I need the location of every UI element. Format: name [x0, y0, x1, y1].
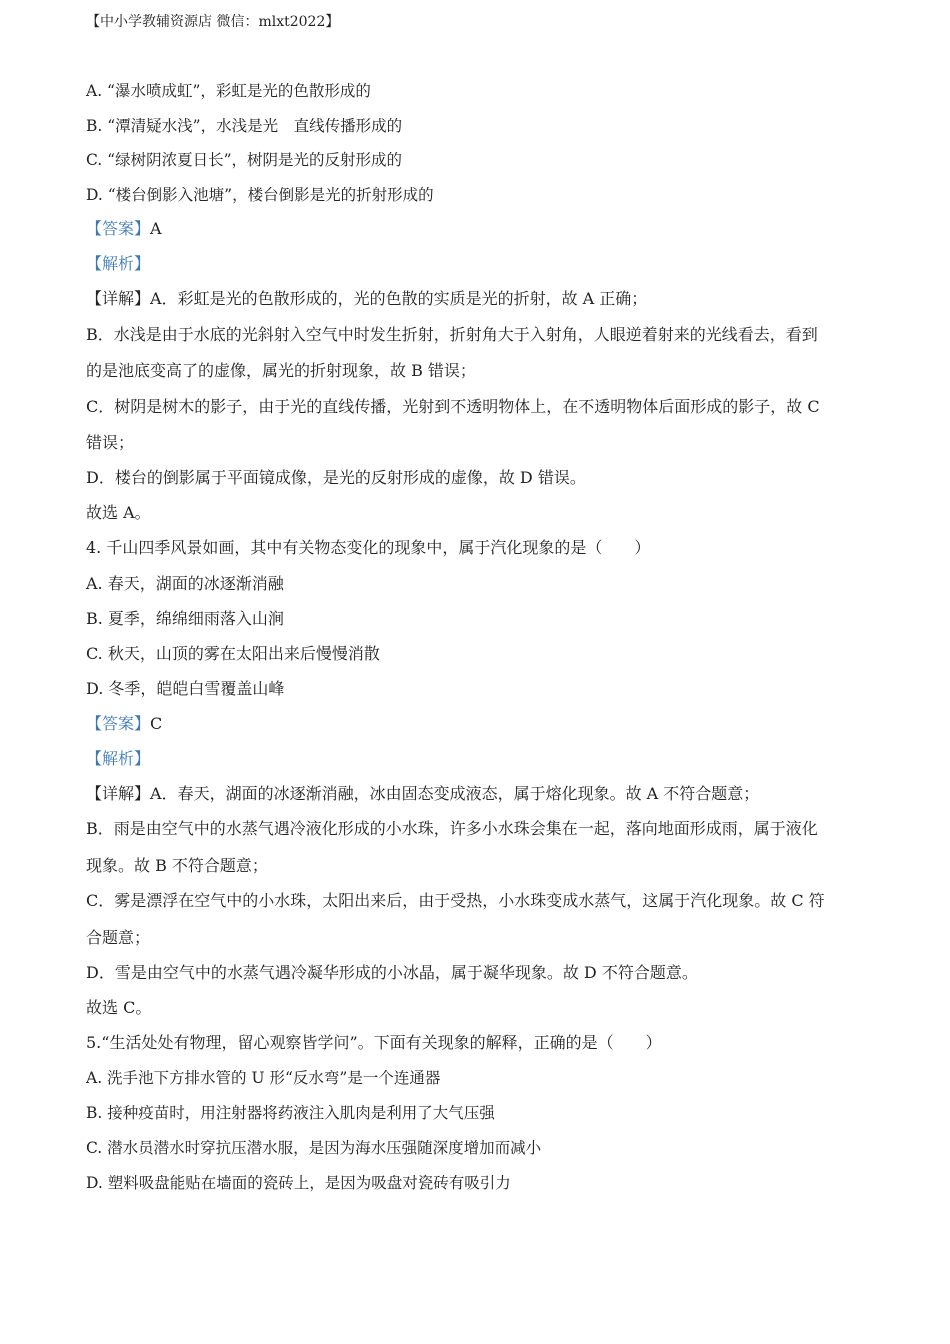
q4-answer — [86, 713, 162, 735]
q5-option-d: D. 塑料吸盘能贴在墙面的瓷砖上，是因为吸盘对瓷砖有吸引力 — [86, 1174, 511, 1192]
answer-value: C — [150, 714, 163, 733]
q3-analysis — [86, 253, 150, 275]
q3-option-d: D. “楼台倒影入池塘”，楼台倒影是光的折射形成的 — [86, 186, 434, 204]
q3-detail-b-1: B．水浅是由于水底的光斜射入空气中时发生折射，折射角大于入射角，人眼逆着射来的光线看去，看到 — [86, 325, 818, 344]
answer-tag: 【答案】 — [86, 219, 151, 238]
q3-conclusion: 故选 A。 — [86, 503, 151, 522]
page-header: 【中小学教辅资源店 微信：mlxt2022】 — [86, 14, 340, 30]
q3-option-a: A. “瀑水喷成虹”，彩虹是光的色散形成的 — [86, 82, 371, 100]
analysis-tag: 【解析】 — [86, 254, 151, 273]
detail-tag: 【详解】 — [86, 289, 151, 308]
q3-answer — [86, 218, 162, 240]
q4-detail-c-2: 合题意； — [86, 928, 151, 947]
q5-stem: 5.“生活处处有物理，留心观察皆学问”。下面有关现象的解释，正确的是（ ） — [86, 1033, 662, 1052]
q3-option-c: C. “绿树阴浓夏日长”，树阴是光的反射形成的 — [86, 151, 403, 169]
q3-detail-b-2: 的是池底变高了的虚像，属光的折射现象，故 B 错误； — [86, 361, 476, 380]
q4-detail-b-2: 现象。故 B 不符合题意； — [86, 856, 268, 875]
detail-text: A．春天，湖面的冰逐渐消融，冰由固态变成液态，属于熔化现象。故 A 不符合题意； — [150, 784, 760, 803]
q4-detail-d: D．雪是由空气中的水蒸气遇冷凝华形成的小冰晶，属于凝华现象。故 D 不符合题意。 — [86, 963, 698, 982]
q4-analysis — [86, 748, 150, 770]
q4-detail-a — [86, 783, 759, 805]
q3-detail-a — [86, 288, 647, 310]
answer-value: A — [150, 219, 162, 238]
q3-option-b: B. “潭清疑水浅”，水浅是光 直线传播形成的 — [86, 117, 403, 135]
q3-detail-c-1: C．树阴是树木的影子，由于光的直线传播，光射到不透明物体上，在不透明物体后面形成的影子，故 C — [86, 397, 820, 416]
answer-tag: 【答案】 — [86, 714, 151, 733]
q5-option-b: B. 接种疫苗时，用注射器将药液注入肌肉是利用了大气压强 — [86, 1104, 495, 1122]
q4-option-d: D. 冬季，皑皑白雪覆盖山峰 — [86, 679, 285, 698]
q4-stem: 4. 千山四季风景如画，其中有关物态变化的现象中，属于汽化现象的是（ ） — [86, 538, 651, 557]
q5-option-c: C. 潜水员潜水时穿抗压潜水服，是因为海水压强随深度增加而减小 — [86, 1139, 542, 1157]
q4-option-a: A. 春天，湖面的冰逐渐消融 — [86, 574, 284, 593]
detail-tag: 【详解】 — [86, 784, 151, 803]
q5-option-a: A. 洗手池下方排水管的 U 形“反水弯”是一个连通器 — [86, 1069, 441, 1087]
q4-option-c: C. 秋天，山顶的雾在太阳出来后慢慢消散 — [86, 644, 380, 663]
q4-conclusion: 故选 C。 — [86, 998, 152, 1017]
analysis-tag: 【解析】 — [86, 749, 151, 768]
detail-text: A．彩虹是光的色散形成的，光的色散的实质是光的折射，故 A 正确； — [150, 289, 648, 308]
q3-detail-c-2: 错误； — [86, 433, 135, 452]
q4-detail-b-1: B．雨是由空气中的水蒸气遇冷液化形成的小水珠，许多小水珠会集在一起，落向地面形成雨，属于液化 — [86, 819, 818, 838]
q3-detail-d: D．楼台的倒影属于平面镜成像，是光的反射形成的虚像，故 D 错误。 — [86, 468, 586, 487]
q4-detail-c-1: C．雾是漂浮在空气中的小水珠，太阳出来后，由于受热，小水珠变成水蒸气，这属于汽化现象。故 C 符 — [86, 891, 825, 910]
q4-option-b: B. 夏季，绵绵细雨落入山涧 — [86, 609, 284, 628]
